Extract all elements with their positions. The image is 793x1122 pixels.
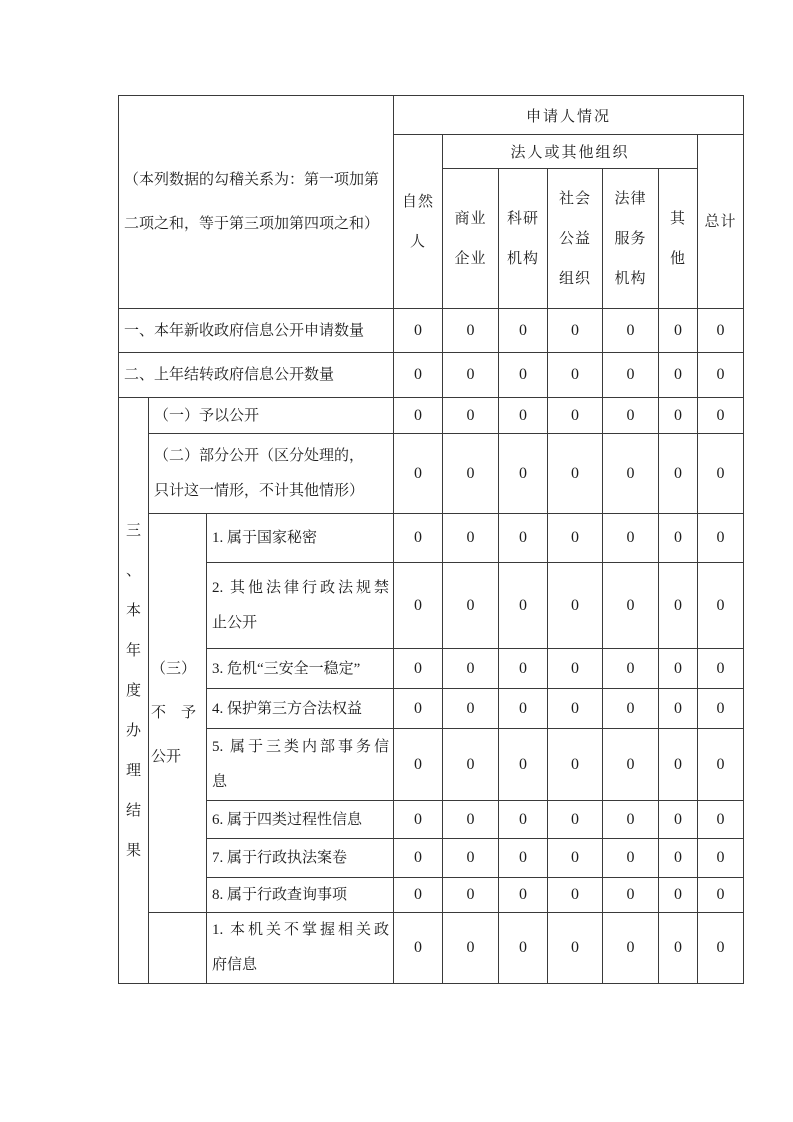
value-cell: 0	[659, 689, 698, 729]
value-cell: 0	[603, 878, 659, 913]
value-cell: 0	[499, 801, 548, 839]
value-cell: 0	[659, 398, 698, 434]
table-row	[119, 649, 744, 689]
value-cell: 0	[394, 913, 443, 984]
value-cell: 0	[443, 729, 499, 801]
disclosure-table	[118, 95, 744, 984]
value-cell: 0	[394, 878, 443, 913]
value-cell: 0	[548, 839, 603, 878]
value-cell: 0	[603, 689, 659, 729]
value-cell: 0	[698, 434, 744, 514]
value-cell: 0	[499, 689, 548, 729]
value-cell: 0	[603, 398, 659, 434]
value-cell: 0	[603, 649, 659, 689]
col-header-other: 其 他	[659, 169, 698, 309]
value-cell: 0	[698, 729, 744, 801]
value-cell: 0	[443, 434, 499, 514]
value-cell: 0	[499, 434, 548, 514]
value-cell: 0	[548, 514, 603, 563]
value-cell: 0	[443, 563, 499, 649]
value-cell: 0	[698, 398, 744, 434]
value-cell: 0	[548, 353, 603, 398]
row-label-process-info: 6. 属于四类过程性信息	[207, 801, 394, 839]
value-cell: 0	[548, 649, 603, 689]
value-cell: 0	[394, 398, 443, 434]
value-cell: 0	[659, 878, 698, 913]
col-header-legal-service: 法律 服务 机构	[603, 169, 659, 309]
value-cell: 0	[443, 913, 499, 984]
value-cell: 0	[394, 729, 443, 801]
value-cell: 0	[659, 309, 698, 353]
header-left-note: （本列数据的勾稽关系为：第一项加第 二项之和，等于第三项加第四项之和）	[119, 96, 394, 309]
value-cell: 0	[394, 689, 443, 729]
table-row	[119, 398, 744, 434]
value-cell: 0	[548, 563, 603, 649]
col-header-total: 总计	[698, 135, 744, 309]
value-cell: 0	[443, 839, 499, 878]
value-cell: 0	[659, 729, 698, 801]
value-cell: 0	[394, 514, 443, 563]
value-cell: 0	[698, 353, 744, 398]
value-cell: 0	[548, 309, 603, 353]
value-cell: 0	[443, 801, 499, 839]
value-cell: 0	[659, 434, 698, 514]
value-cell: 0	[394, 839, 443, 878]
row-label-partial: （二）部分公开（区分处理的， 只计这一情形，不计其他情形）	[149, 434, 394, 514]
table-row	[119, 434, 744, 514]
table-row	[119, 689, 744, 729]
value-cell: 0	[603, 309, 659, 353]
row-label-internal-affairs: 5. 属于三类内部事务信 息	[207, 729, 394, 801]
value-cell: 0	[659, 913, 698, 984]
value-cell: 0	[659, 563, 698, 649]
table-row	[119, 309, 744, 353]
row-label-granted: （一）予以公开	[149, 398, 394, 434]
value-cell: 0	[443, 689, 499, 729]
value-cell: 0	[698, 689, 744, 729]
value-cell: 0	[499, 563, 548, 649]
value-cell: 0	[698, 801, 744, 839]
value-cell: 0	[499, 649, 548, 689]
table-row	[119, 563, 744, 649]
value-cell: 0	[394, 801, 443, 839]
value-cell: 0	[659, 801, 698, 839]
col-header-social-org: 社会 公益 组织	[548, 169, 603, 309]
section-label-annual-results: 三 、 本 年 度 办 理 结 果	[119, 398, 149, 984]
value-cell: 0	[548, 689, 603, 729]
value-cell: 0	[698, 649, 744, 689]
value-cell: 0	[698, 309, 744, 353]
value-cell: 0	[499, 353, 548, 398]
value-cell: 0	[603, 353, 659, 398]
value-cell: 0	[659, 839, 698, 878]
row-label-third-party: 4. 保护第三方合法权益	[207, 689, 394, 729]
value-cell: 0	[698, 514, 744, 563]
value-cell: 0	[698, 878, 744, 913]
value-cell: 0	[698, 913, 744, 984]
row-label-admin-inquiry: 8. 属于行政查询事项	[207, 878, 394, 913]
value-cell: 0	[659, 514, 698, 563]
value-cell: 0	[603, 839, 659, 878]
value-cell: 0	[443, 353, 499, 398]
value-cell: 0	[443, 878, 499, 913]
value-cell: 0	[603, 913, 659, 984]
value-cell: 0	[443, 398, 499, 434]
value-cell: 0	[659, 353, 698, 398]
value-cell: 0	[499, 729, 548, 801]
value-cell: 0	[499, 839, 548, 878]
table-row	[119, 878, 744, 913]
value-cell: 0	[499, 514, 548, 563]
value-cell: 0	[394, 353, 443, 398]
value-cell: 0	[394, 434, 443, 514]
value-cell: 0	[548, 913, 603, 984]
row-label-carried-over: 二、上年结转政府信息公开数量	[119, 353, 394, 398]
row-label-not-held: 1. 本机关不掌握相关政 府信息	[207, 913, 394, 984]
value-cell: 0	[603, 729, 659, 801]
row-label-enforcement-files: 7. 属于行政执法案卷	[207, 839, 394, 878]
row-label-law-prohibited: 2. 其他法律行政法规禁 止公开	[207, 563, 394, 649]
value-cell: 0	[603, 801, 659, 839]
row-label-new-requests: 一、本年新收政府信息公开申请数量	[119, 309, 394, 353]
value-cell: 0	[548, 398, 603, 434]
value-cell: 0	[603, 563, 659, 649]
table-row	[119, 353, 744, 398]
header-applicant-status: 申请人情况	[394, 96, 744, 135]
value-cell: 0	[548, 801, 603, 839]
value-cell: 0	[548, 434, 603, 514]
value-cell: 0	[698, 563, 744, 649]
col-header-commercial-enterprise: 商业 企业	[443, 169, 499, 309]
row-label-endanger-safety: 3. 危机“三安全一稳定”	[207, 649, 394, 689]
group-label-not-disclosed: （三） 不 予 公开	[149, 514, 207, 913]
col-header-research-institution: 科研 机构	[499, 169, 548, 309]
value-cell: 0	[394, 309, 443, 353]
table-row	[119, 913, 744, 984]
table-row	[119, 729, 744, 801]
value-cell: 0	[394, 563, 443, 649]
value-cell: 0	[443, 309, 499, 353]
header-legal-org: 法人或其他组织	[443, 135, 698, 169]
empty-group-cell	[149, 913, 207, 984]
value-cell: 0	[548, 729, 603, 801]
value-cell: 0	[499, 878, 548, 913]
value-cell: 0	[443, 649, 499, 689]
value-cell: 0	[499, 398, 548, 434]
value-cell: 0	[443, 514, 499, 563]
row-label-state-secret: 1. 属于国家秘密	[207, 514, 394, 563]
value-cell: 0	[698, 839, 744, 878]
table-row	[119, 514, 744, 563]
col-header-natural-person: 自然 人	[394, 135, 443, 309]
value-cell: 0	[603, 434, 659, 514]
value-cell: 0	[499, 309, 548, 353]
table-row	[119, 801, 744, 839]
table-row	[119, 839, 744, 878]
value-cell: 0	[659, 649, 698, 689]
value-cell: 0	[603, 514, 659, 563]
value-cell: 0	[499, 913, 548, 984]
value-cell: 0	[394, 649, 443, 689]
value-cell: 0	[548, 878, 603, 913]
